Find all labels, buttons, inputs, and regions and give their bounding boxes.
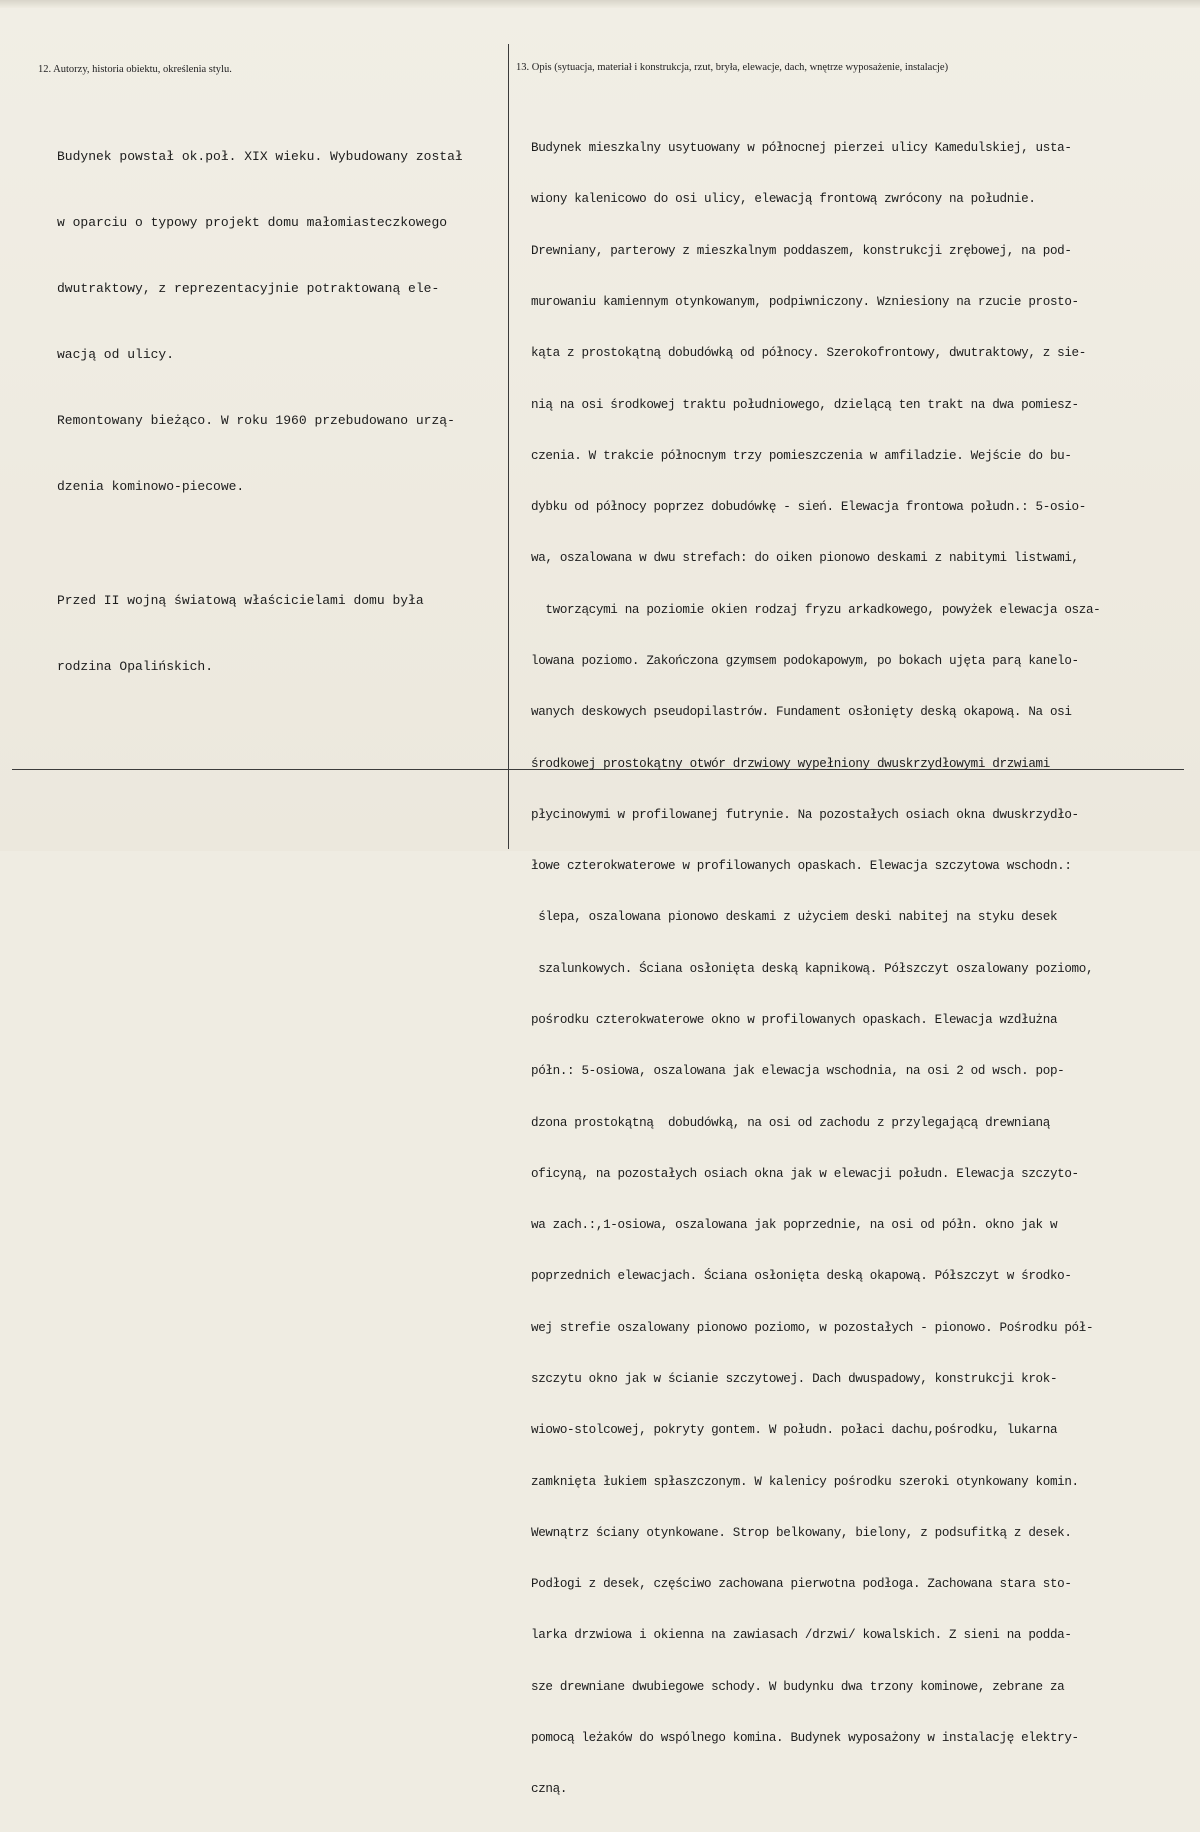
description-line: dzona prostokątną dobudówką, na osi od zachodu z przylegającą drewnianą [531, 1115, 1050, 1130]
history-line: rodzina Opalińskich. [57, 659, 214, 674]
description-line: larka drzwiowa i okienna na zawiasach /drzwi/ kowalskich. Z sieni na podda- [531, 1628, 1072, 1643]
description-line: murowaniu kamiennym otynkowanym, podpiwniczony. Wzniesiony na rzucie prosto- [531, 295, 1079, 310]
description-line: sze drewniane dwubiegowe schody. W budynku dwa trzony kominowe, zebrane za [531, 1679, 1065, 1694]
description-line: wanych deskowych pseudopilastrów. Fundament osłonięty deską okapową. Na osi [531, 705, 1072, 720]
description-line: pośrodku czterokwaterowe okno w profilowanych opaskach. Elewacja wzdłużna [531, 1012, 1058, 1027]
column-divider [508, 44, 509, 849]
description-line: szalunkowych. Ściana osłonięta deską kapnikową. Półszczyt oszalowany poziomo, [531, 961, 1094, 976]
description-line: półn.: 5-osiowa, oszalowana jak elewacja wschodnia, na osi 2 od wsch. pop- [531, 1064, 1065, 1079]
left-section-header: 12. Autorzy, historia obiektu, określenia stylu. [38, 64, 232, 75]
description-line: czną. [531, 1782, 568, 1797]
paragraph-gap [57, 542, 463, 546]
description-line: pomocą leżaków do wspólnego komina. Budynek wyposażony w instalację elektry- [531, 1730, 1079, 1745]
description-line: oficyną, na pozostałych osiach okna jak w elewacji połudn. Elewacja szczyto- [531, 1166, 1079, 1181]
description-line: poprzednich elewacjach. Ściana osłonięta deską okapową. Półszczyt w środko- [531, 1269, 1072, 1284]
description-line: kąta z prostokątną dobudówką od północy. Szerokofrontowy, dwutraktowy, z sie- [531, 346, 1086, 361]
description-line: wa, oszalowana w dwu strefach: do oiken pionowo deskami z nabitymi listwami, [531, 551, 1079, 566]
description-line: ślepa, oszalowana pionowo deskami z użyciem deski nabitej na styku desek [531, 910, 1058, 925]
description-line: tworzącymi na poziomie okien rodzaj fryzu arkadkowego, powyżek elewacja osza- [531, 602, 1101, 617]
description-line: środkowej prostokątny otwór drzwiowy wypełniony dwuskrzydłowymi drzwiami [531, 756, 1050, 771]
description-line: dybku od północy poprzez dobudówkę - sień. Elewacja frontowa połudn.: 5-osio- [531, 500, 1086, 515]
description-line: szczytu okno jak w ścianie szczytowej. Dach dwuspadowy, konstrukcji krok- [531, 1371, 1058, 1386]
page-top-edge [0, 0, 1200, 8]
description-line: Budynek mieszkalny usytuowany w północnej pierzei ulicy Kamedulskiej, usta- [531, 141, 1072, 156]
description-line: Drewniany, parterowy z mieszkalnym poddaszem, konstrukcji zrębowej, na pod- [531, 243, 1072, 258]
description-line: czenia. W trakcie północnym trzy pomieszczenia w amfiladzie. Wejście do bu- [531, 448, 1072, 463]
history-line: Remontowany bieżąco. W roku 1960 przebudowano urzą- [57, 413, 455, 428]
description-line: Wewnątrz ściany otynkowane. Strop belkowany, bielony, z podsufitką z desek. [531, 1525, 1072, 1540]
history-text [57, 102, 463, 722]
history-line: dwutraktowy, z reprezentacyjnie potraktowaną ele- [57, 281, 440, 296]
description-line: łowe czterokwaterowe w profilowanych opaskach. Elewacja szczytowa wschodn.: [531, 859, 1072, 874]
right-section-header: 13. Opis (sytuacja, materiał i konstrukcja, rzut, bryła, elewacje, dach, wnętrze wyposażenie, instalacje) [516, 62, 949, 73]
description-line: Podłogi z desek, częściwo zachowana pierwotna podłoga. Zachowana stara sto- [531, 1577, 1072, 1592]
description-line: wa zach.:,1-osiowa, oszalowana jak poprzednie, na osi od półn. okno jak w [531, 1218, 1058, 1233]
description-line: lowana poziomo. Zakończona gzymsem podokapowym, po bokach ujęta parą kanelo- [531, 654, 1079, 668]
history-line: Budynek powstał ok.poł. XIX wieku. Wybudowany został [57, 149, 463, 164]
description-line: wiony kalenicowo do osi ulicy, elewacją frontową zwrócony na południe. [531, 192, 1036, 207]
description-line: zamknięta łukiem spłaszczonym. W kalenicy pośrodku szeroki otynkowany komin. [531, 1474, 1079, 1489]
history-line: wacją od ulicy. [57, 347, 175, 362]
history-line: w oparciu o typowy projekt domu małomiasteczkowego [57, 215, 448, 230]
description-line: płycinowymi w profilowanej futrynie. Na pozostałych osiach okna dwuskrzydło- [531, 807, 1079, 822]
history-line: Przed II wojną światową właścicielami domu była [57, 593, 424, 608]
description-text [531, 106, 1100, 1832]
description-line: nią na osi środkowej traktu południowego, dzielącą ten trakt na dwa pomiesz- [531, 397, 1079, 412]
description-line: wiowo-stolcowej, pokryty gontem. W połudn. połaci dachu,pośrodku, lukarna [531, 1423, 1058, 1438]
history-line: dzenia kominowo-piecowe. [57, 479, 245, 494]
description-line: wej strefie oszalowany pionowo poziomo, w pozostałych - pionowo. Pośrodku pół- [531, 1320, 1094, 1335]
